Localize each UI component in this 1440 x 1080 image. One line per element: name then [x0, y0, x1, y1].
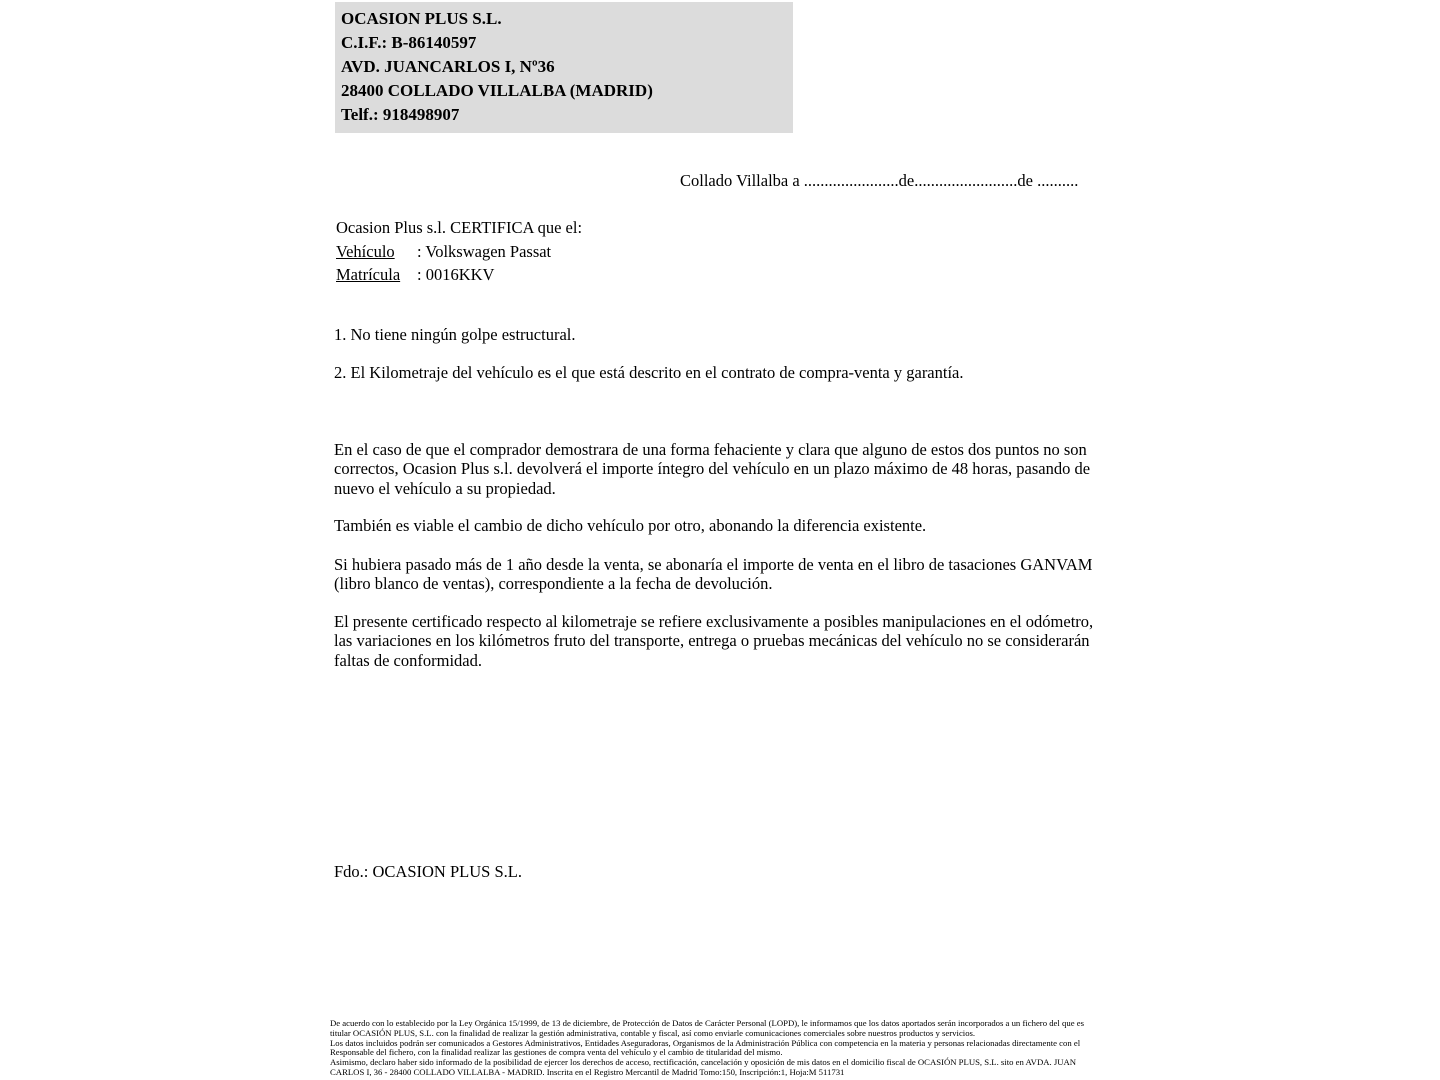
vehicle-value: : Volkswagen Passat	[417, 241, 552, 261]
plate-row	[336, 263, 582, 287]
company-city: 28400 COLLADO VILLALBA (MADRID)	[341, 81, 653, 100]
point-2: 2. El Kilometraje del vehículo es el que está descrito en el contrato de compra-venta y garantía.	[334, 363, 964, 382]
company-name: OCASION PLUS S.L.	[341, 9, 502, 28]
legal-paragraph-lopd: De acuerdo con lo establecido por la Ley Orgánica 15/1999, de 13 de diciembre, de Protección de Datos de Carácter Personal (LOPD), le informamos que los datos aportados serán incorporados a un fichero del que es titular OCASIÓN PLUS, S.L. con la finalidad de realizar la gestión administrativa, contable y fiscal, así como enviarle comunicaciones comerciales sobre nuestros productos y servicios.	[330, 1018, 1084, 1038]
certification-block	[336, 216, 582, 287]
date-fill-line: Collado Villalba a .......................de.........................de ..........	[680, 171, 1079, 190]
legal-paragraph-rights: Asimismo, declaro haber sido informado de la posibilidad de ejercer los derechos de acceso, rectificación, cancelación y oposición de mis datos en el domicilio fiscal de OCASIÓN PLUS, S.L. sito en AVDA. JUAN CARLOS I, 36 - 28400 COLLADO VILLALBA - MADRID. Inscrita en el Registro Mercantil de Madrid Tomo:150, Inscripción:1, Hoja:M 511731	[330, 1057, 1077, 1077]
company-cif: C.I.F.: B-86140597	[341, 33, 477, 52]
company-phone: Telf.: 918498907	[341, 105, 460, 124]
company-address: AVD. JUANCARLOS I, Nº36	[341, 57, 555, 76]
paragraph-odometer: El presente certificado respecto al kilometraje se refiere exclusivamente a posibles manipulaciones en el odómetro, las variaciones en los kilómetros fruto del transporte, entrega o pruebas mecánicas del vehículo no se considerarán faltas de conformidad.	[334, 612, 1094, 670]
plate-value: : 0016KKV	[417, 265, 495, 284]
vehicle-row	[336, 240, 582, 264]
paragraph-ganvam: Si hubiera pasado más de 1 año desde la venta, se abonaría el importe de venta en el libro de tasaciones GANVAM (libro blanco de ventas), correspondiente a la fecha de devolución.	[334, 555, 1093, 594]
signature-line: Fdo.: OCASION PLUS S.L.	[334, 862, 522, 881]
point-1: 1. No tiene ningún golpe estructural.	[334, 325, 576, 344]
company-header-block	[335, 2, 793, 133]
certify-intro: Ocasion Plus s.l. CERTIFICA que el:	[336, 218, 583, 237]
paragraph-exchange: También es viable el cambio de dicho vehículo por otro, abonando la diferencia existente.	[334, 516, 927, 535]
paragraph-refund: En el caso de que el comprador demostrara de una forma fehaciente y clara que alguno de estos dos puntos no son correctos, Ocasion Plus s.l. devolverá el importe íntegro del vehículo en un plazo máximo de 48 horas, pasando de nuevo el vehículo a su propiedad.	[334, 440, 1091, 498]
legal-paragraph-data-sharing: Los datos incluidos podrán ser comunicados a Gestores Administrativos, Entidades Aseguradoras, Organismos de la Administración Pública con competencia en la materia y personas relacionadas directamente con el Responsable del fichero, con la finalidad realizar las gestiones de compra venta del vehículo y el cambio de titularidad del mismo.	[330, 1037, 1081, 1058]
legal-footer	[330, 1019, 1102, 1078]
plate-label: Matrícula	[336, 265, 401, 284]
vehicle-label: Vehículo	[336, 241, 395, 261]
